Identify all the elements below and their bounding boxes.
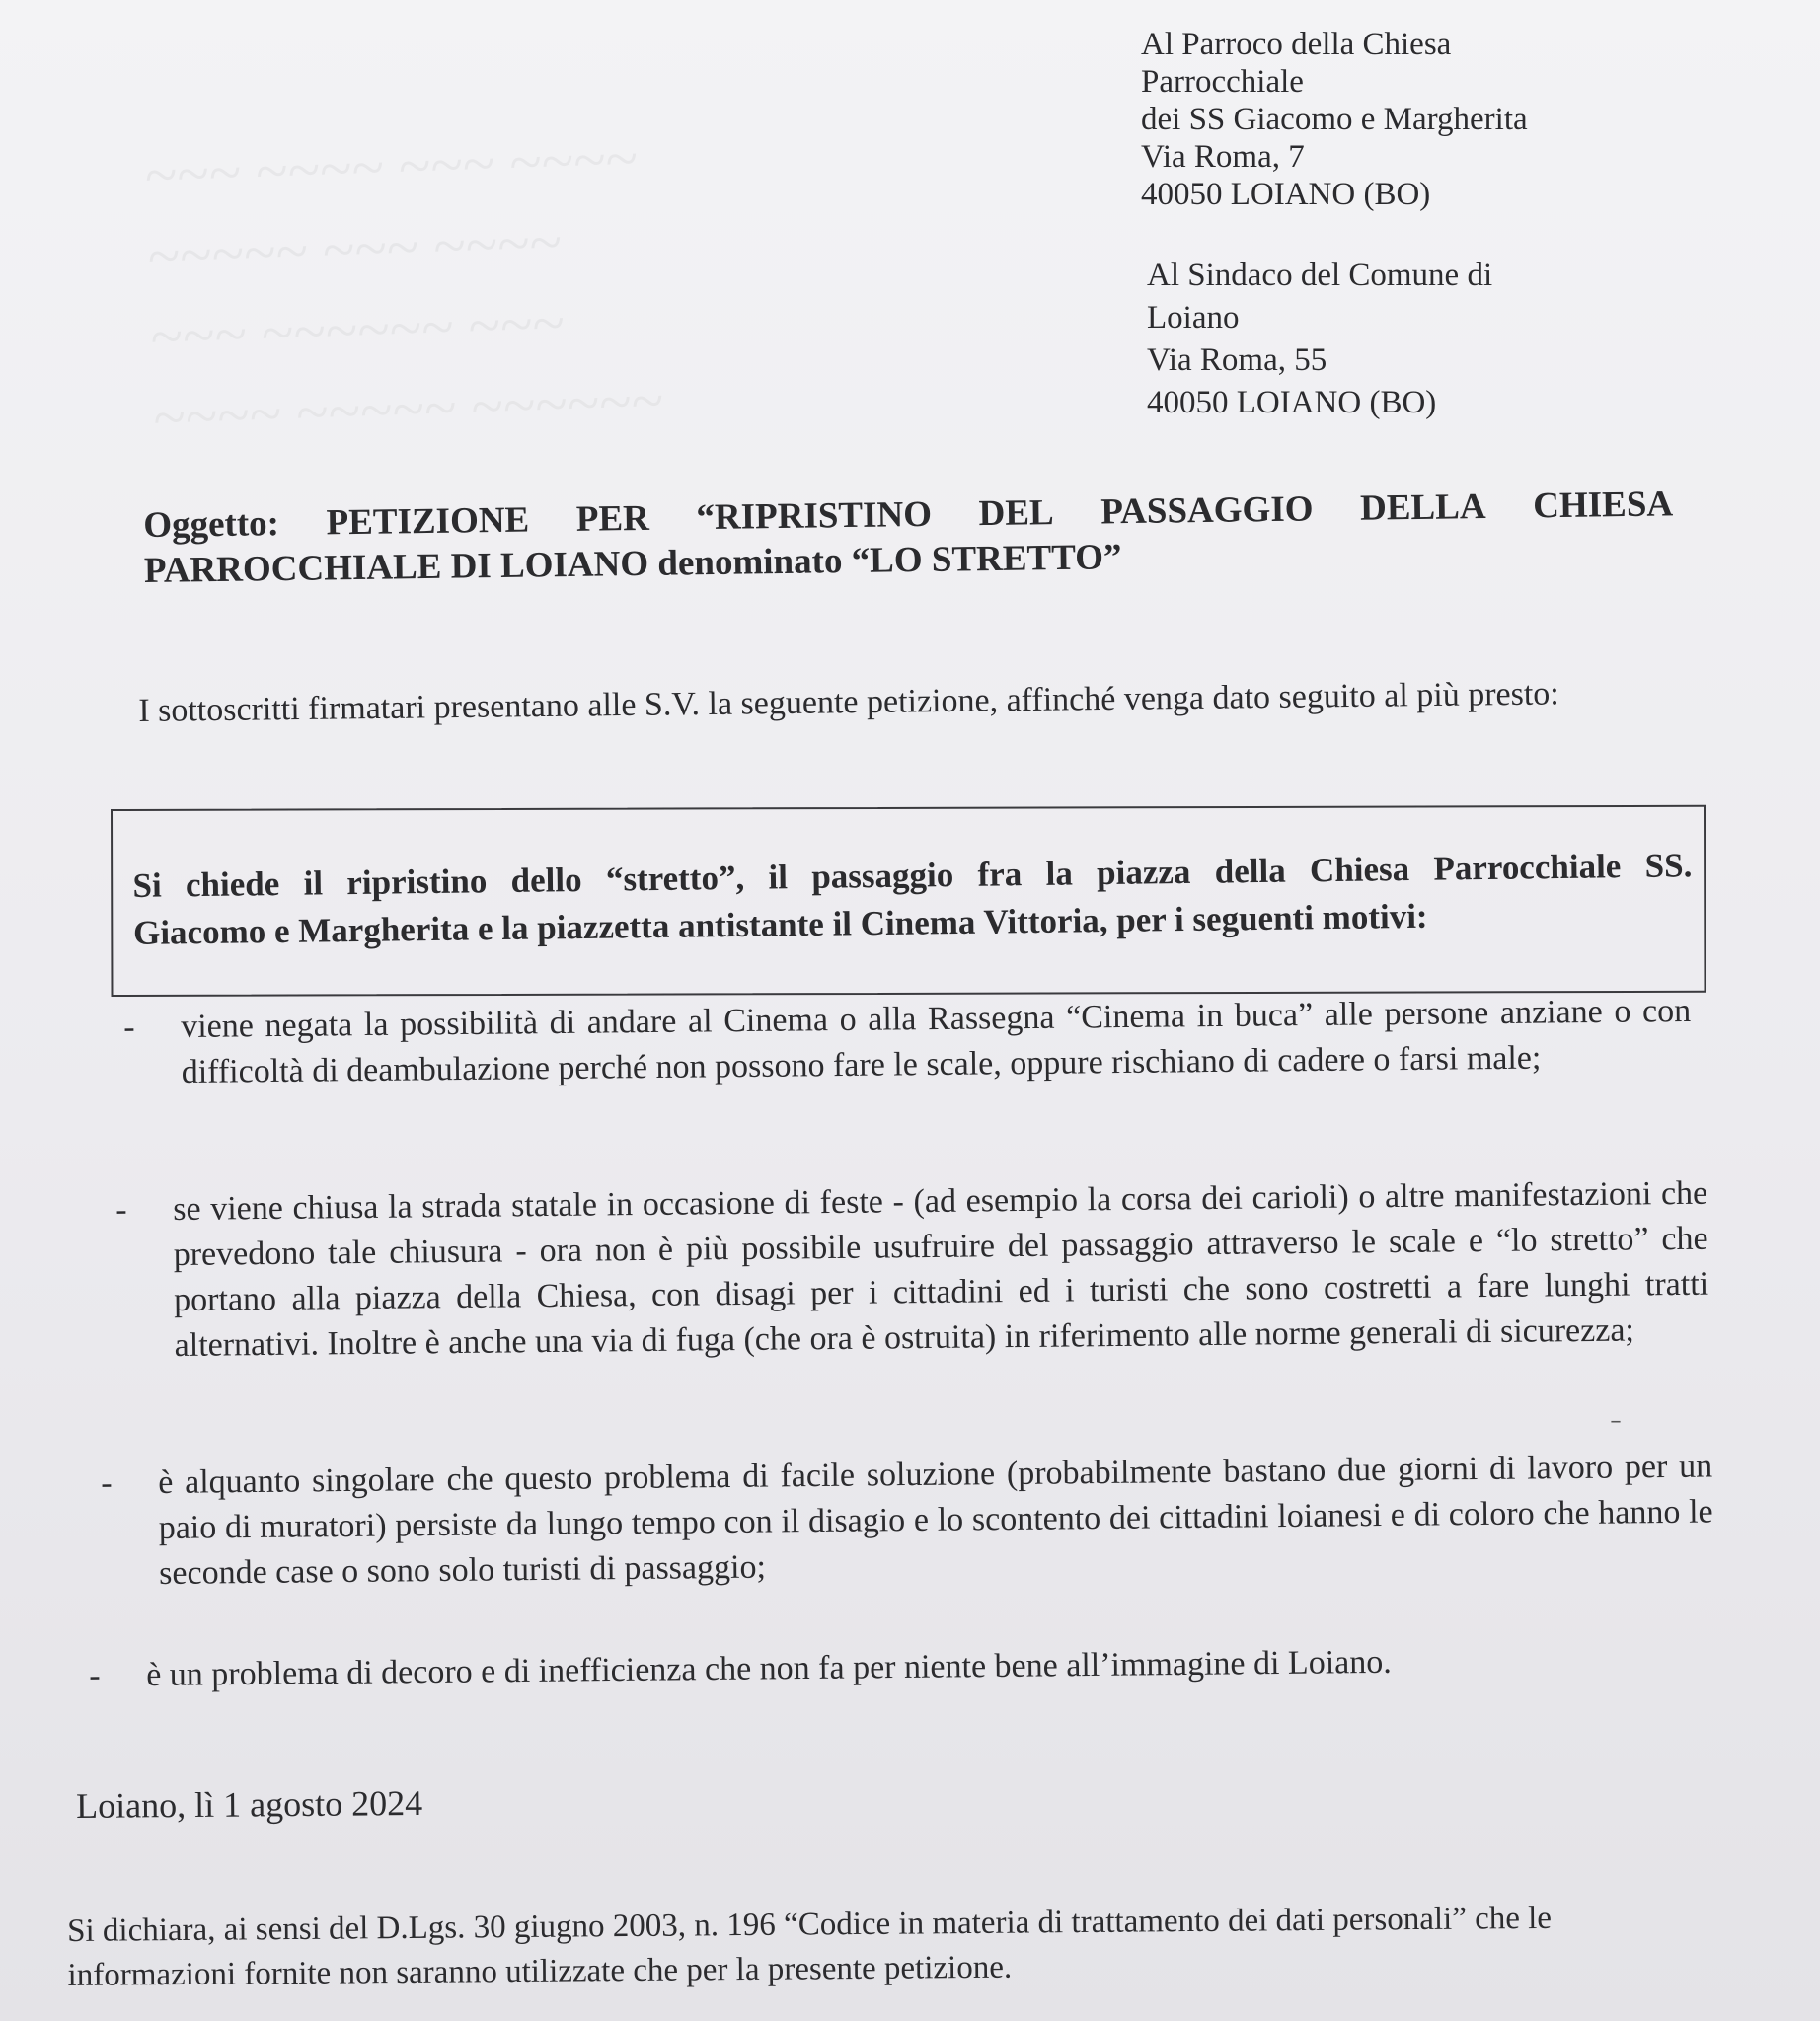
reason-text: è un problema di decoro e di inefficienza che non fa per niente bene all’immagine di Loiano.: [146, 1643, 1392, 1693]
subject-heading: [143, 482, 1674, 594]
stray-mark: ˉ: [1611, 1413, 1621, 1446]
address-line: 40050 LOIANO (BO): [1147, 385, 1437, 420]
subject-word: DEL: [978, 492, 1054, 535]
address-line: Parrocchiale: [1141, 64, 1304, 100]
reason-item-2: [115, 1171, 1709, 1369]
bullet-dash: -: [123, 1009, 135, 1046]
subject-word: PER: [575, 497, 650, 540]
reason-item-4: [89, 1637, 1686, 1698]
reason-item-1: [123, 989, 1692, 1095]
subject-word: PETIZIONE: [326, 499, 530, 544]
recipient-parish-priest: [1141, 26, 1528, 213]
subject-word: Oggetto:: [143, 503, 280, 546]
subject-word: DELLA: [1359, 487, 1486, 529]
bullet-dash: -: [89, 1657, 101, 1694]
address-line: Via Roma, 7: [1141, 139, 1305, 175]
subject-word: PASSAGGIO: [1100, 488, 1314, 533]
address-line: 40050 LOIANO (BO): [1141, 177, 1431, 212]
recipient-mayor: [1147, 255, 1492, 424]
reason-item-3: [101, 1445, 1713, 1597]
date-line: Loiano, lì 1 agosto 2024: [76, 1782, 423, 1826]
request-line-1: Si chiede il ripristino dello “stretto”, il passaggio fra la piazza della Chiesa Parrocchiale SS.: [132, 846, 1693, 905]
address-line: Via Roma, 55: [1147, 342, 1327, 378]
subject-word: CHIESA: [1532, 484, 1674, 527]
address-line: dei SS Giacomo e Margherita: [1141, 102, 1528, 137]
subject-line-2: PARROCCHIALE DI LOIANO denominato “LO STRETTO”: [143, 537, 1122, 591]
address-line: Al Sindaco del Comune di: [1147, 258, 1493, 293]
reason-text: viene negata la possibilità di andare al Cinema o alla Rassegna “Cinema in buca” alle persone anziane o con difficoltà di deambulazione perché non possono fare le scale, oppure rischiano di cadere o farsi male;: [181, 992, 1692, 1090]
request-text: [132, 842, 1693, 957]
reason-text: è alquanto singolare che questo problema di facile soluzione (probabilmente bastano due giorni di lavoro per un paio di muratori) persiste da lungo tempo con il disagio e lo scontento dei cittadini loianesi e di coloro che hanno le seconde case o sono solo turisti di passaggio;: [158, 1448, 1713, 1592]
privacy-statement: Si dichiara, ai sensi del D.Lgs. 30 giugno 2003, n. 196 “Codice in materia di trattamento dei dati personali” che le informazioni fornite non saranno utilizzate che per la presente petizione.: [67, 1900, 1553, 1993]
bullet-dash: -: [115, 1191, 127, 1229]
subject-word: “RIPRISTINO: [696, 493, 933, 539]
bullet-dash: -: [101, 1464, 113, 1502]
address-line: Loiano: [1147, 300, 1240, 336]
request-line-2: Giacomo e Margherita e la piazzetta antistante il Cinema Vittoria, per i seguenti motivi:: [132, 896, 1428, 952]
request-box: [111, 805, 1706, 997]
reason-text: se viene chiusa la strada statale in occasione di feste - (ad esempio la corsa dei carioli) o altre manifestazioni che prevedono tale chiusura - ora non è più possibile usufruire del passaggio attraverso le scale e “lo stretto” che portano alla piazza della Chiesa, con disagi per i cittadini ed i turisti che sono costretti a fare lunghi tratti alternativi. Inoltre è anche una via di fuga (che ora è ostruita) in riferimento alle norme generali di sicurezza;: [173, 1174, 1709, 1364]
intro-paragraph: I sottoscritti firmatari presentano alle S.V. la seguente petizione, affinché venga dato seguito al più presto:: [138, 675, 1559, 729]
address-line: Al Parroco della Chiesa: [1141, 27, 1452, 62]
show-through-handwriting: ~~~ ~~~~ ~~~ ~~~~ ~~~~~ ~~~ ~~~~ ~~~ ~~~~~~ ~~~ ~~~~ ~~~~~ ~~~~~~: [142, 125, 664, 451]
